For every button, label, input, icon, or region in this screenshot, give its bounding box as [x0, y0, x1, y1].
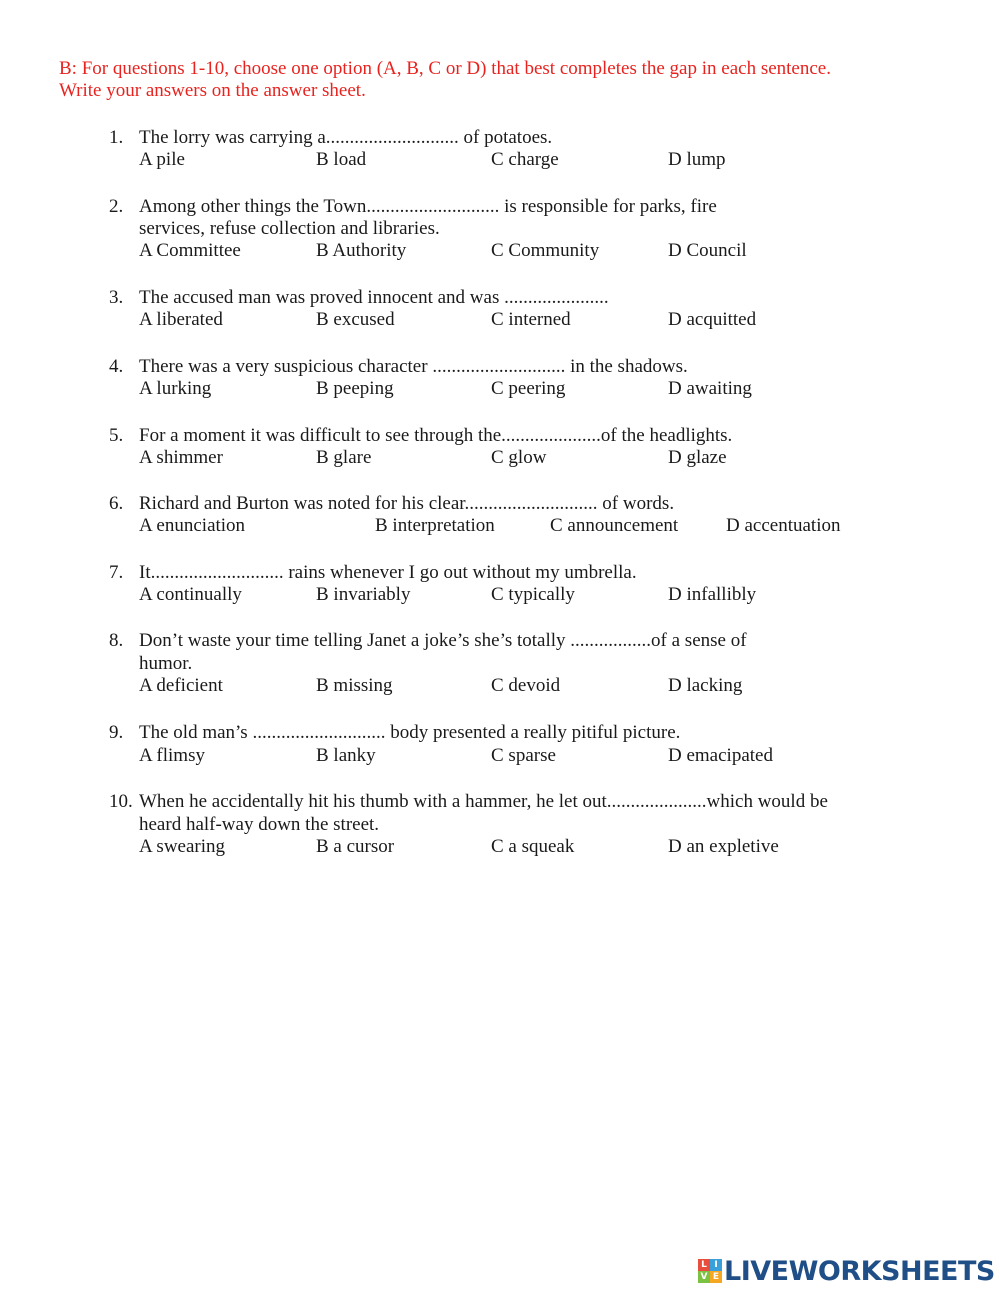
logo-text: LIVEWORKSHEETS: [724, 1255, 995, 1287]
option-a: A lurking: [139, 378, 212, 399]
liveworksheets-logo: [698, 1253, 995, 1289]
option-a: A flimsy: [139, 745, 205, 766]
question-number: 1.: [109, 127, 124, 148]
option-b: B peeping: [316, 378, 394, 399]
option-a: A shimmer: [139, 447, 223, 468]
option-c: C glow: [491, 447, 547, 468]
option-c: C interned: [491, 309, 571, 330]
question-number: 6.: [109, 493, 124, 514]
question-text: Among other things the Town............................ is responsible for parks, fire: [139, 196, 717, 217]
question-number: 7.: [109, 562, 124, 583]
option-c: C a squeak: [491, 836, 575, 857]
option-b: B Authority: [316, 240, 407, 261]
option-d: D emacipated: [668, 745, 773, 766]
option-c: C charge: [491, 149, 559, 170]
question-text: There was a very suspicious character ............................ in the shadows.: [139, 356, 688, 377]
question-number: 2.: [109, 196, 124, 217]
question-text: When he accidentally hit his thumb with a hammer, he let out.....................which would be: [139, 791, 828, 812]
option-c: C peering: [491, 378, 566, 399]
option-b: B load: [316, 149, 367, 170]
option-c: C typically: [491, 584, 575, 605]
option-a: A liberated: [139, 309, 223, 330]
question-text: Don’t waste your time telling Janet a joke’s she’s totally .................of a sense of: [139, 630, 747, 651]
option-d: D accentuation: [726, 515, 841, 536]
logo-mark-icon: [698, 1259, 722, 1283]
option-d: D awaiting: [668, 378, 752, 399]
option-d: D acquitted: [668, 309, 757, 330]
question-text: It............................ rains whenever I go out without my umbrella.: [139, 562, 637, 583]
logo-mark-letter: L: [698, 1259, 710, 1271]
question-text-continued: humor.: [139, 653, 193, 674]
option-b: B glare: [316, 447, 372, 468]
option-b: B a cursor: [316, 836, 395, 857]
option-d: D infallibly: [668, 584, 757, 605]
option-b: B excused: [316, 309, 395, 330]
question-text-continued: services, refuse collection and libraries.: [139, 218, 440, 239]
question-number: 8.: [109, 630, 124, 651]
option-d: D glaze: [668, 447, 727, 468]
option-a: A continually: [139, 584, 242, 605]
option-d: D Council: [668, 240, 747, 261]
option-c: C Community: [491, 240, 600, 261]
question-number: 3.: [109, 287, 124, 308]
option-c: C announcement: [550, 515, 679, 536]
question-number: 4.: [109, 356, 124, 377]
option-c: C devoid: [491, 675, 561, 696]
option-d: D lump: [668, 149, 726, 170]
question-text: Richard and Burton was noted for his clear............................ of words.: [139, 493, 675, 514]
question-text: The lorry was carrying a............................ of potatoes.: [139, 127, 553, 148]
question-number: 9.: [109, 722, 124, 743]
option-d: D lacking: [668, 675, 743, 696]
instructions-line-1: B: For questions 1-10, choose one option (A, B, C or D) that best completes the gap in each sentence.: [59, 58, 831, 79]
question-text: The accused man was proved innocent and was ......................: [139, 287, 609, 308]
question-text: The old man’s ............................ body presented a really pitiful picture.: [139, 722, 681, 743]
logo-mark-letter: E: [710, 1271, 722, 1283]
question-text: For a moment it was difficult to see through the.....................of the headlights.: [139, 425, 733, 446]
option-a: A deficient: [139, 675, 223, 696]
option-d: D an expletive: [668, 836, 779, 857]
question-number: 5.: [109, 425, 124, 446]
option-a: A enunciation: [139, 515, 246, 536]
logo-mark-letter: V: [698, 1271, 710, 1283]
instructions: [59, 58, 959, 102]
option-b: B invariably: [316, 584, 411, 605]
instructions-line-2: Write your answers on the answer sheet.: [59, 80, 366, 101]
option-b: B lanky: [316, 745, 376, 766]
question-number: 10.: [109, 791, 133, 812]
option-b: B interpretation: [375, 515, 495, 536]
option-c: C sparse: [491, 745, 556, 766]
logo-mark-letter: I: [710, 1259, 722, 1271]
option-a: A Committee: [139, 240, 241, 261]
option-a: A pile: [139, 149, 185, 170]
question-text-continued: heard half-way down the street.: [139, 814, 380, 835]
option-a: A swearing: [139, 836, 226, 857]
option-b: B missing: [316, 675, 393, 696]
